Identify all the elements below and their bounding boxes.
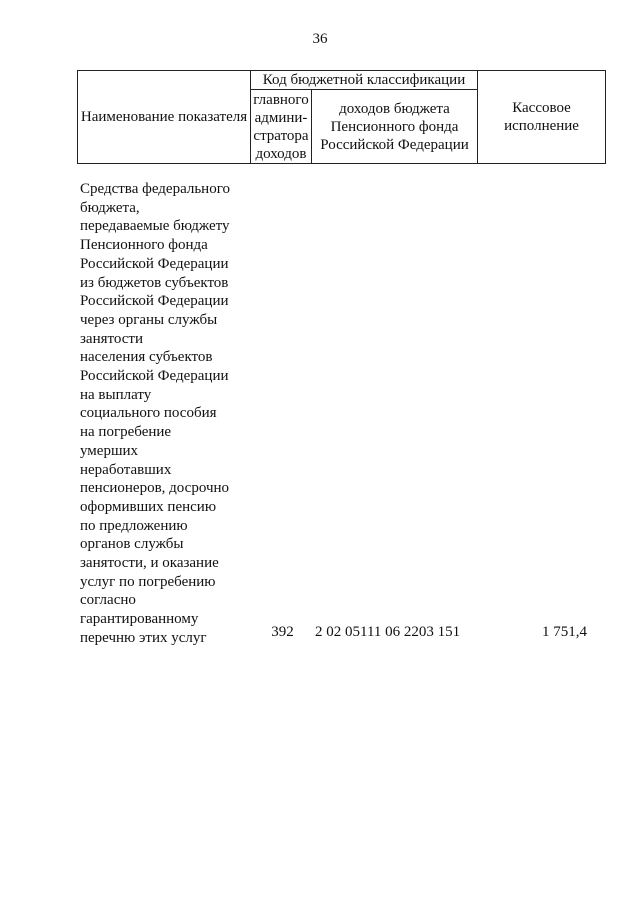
row-indicator-name: Средства федерального бюджета, передаваемые бюджету Пенсионного фонда Российской Федерации из бюджетов субъектов Российской Федерации через органы службы занятости населения субъектов Российской Федерации на выплату социального пособия на погребение умерших неработавших пенсионеров, досрочно оформивших пенсию по предложению органов службы занятости, и оказание услуг по погребению согласно гарантированному перечню этих услуг xyxy=(80,181,230,646)
header-classification-group-text: Код бюджетной классификации xyxy=(262,72,466,88)
header-execution-text: Кассовое исполнение xyxy=(504,100,579,134)
page-number: 36 xyxy=(312,31,328,47)
header-income-text: доходов бюджета Пенсионного фонда Российской Федерации xyxy=(320,100,469,153)
header-admin xyxy=(251,90,312,164)
row-execution-value: 1 751,4 xyxy=(542,624,587,640)
header-name xyxy=(78,71,251,164)
row-admin-code: 392 xyxy=(271,624,294,640)
table-header xyxy=(77,70,606,164)
header-income xyxy=(312,90,478,164)
header-name-text: Наименование показателя xyxy=(80,109,248,125)
row-income-code: 2 02 05111 06 2203 151 xyxy=(315,624,461,640)
header-admin-text: главного админи-стратора доходов xyxy=(253,91,309,162)
header-classification-group xyxy=(251,71,478,90)
header-execution xyxy=(478,71,606,164)
